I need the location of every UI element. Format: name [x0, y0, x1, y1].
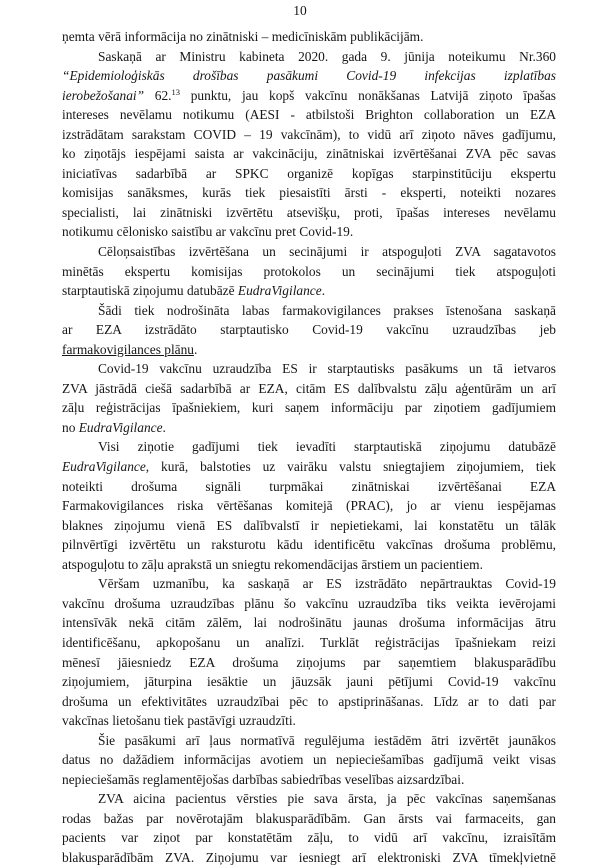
italic-text: ierobežošanai” [62, 87, 145, 103]
paragraph [62, 242, 556, 301]
text-line [62, 183, 556, 203]
text-segment: zāļu reģistrācijas īpašniekiem, kuri saņem informāciju par ziņotiem gadījumiem [62, 400, 556, 416]
paragraph [62, 27, 556, 47]
text-segment: specialisti, lai zinātniski izvērtētu atsevišķu, proti, īpašas intereses nevēlamu [62, 204, 556, 220]
paragraph [62, 731, 556, 790]
text-line [62, 731, 556, 751]
text-segment: minētās ekspertu komisijas protokolos un secinājumi tiek atspoguļoti [62, 263, 556, 279]
page-number: 10 [293, 3, 307, 18]
text-line [62, 633, 556, 653]
text-segment: identificēšanu, apkopošanu un analīzi. Turklāt reģistrācijas īpašniekam reizi [62, 634, 556, 650]
text-segment: Covid-19 vakcīnu uzraudzība ES ir starptautisks pasākums un tā ietvaros [98, 361, 556, 377]
text-line [62, 692, 556, 712]
text-line [62, 770, 556, 790]
text-segment: mēnesī jāiesniedz EZA drošuma ziņojums par saņemtiem blakusparādību [62, 654, 556, 670]
text-line [62, 86, 556, 106]
text-segment: blakusparādībām ZVA. Ziņojumu var iesniegt arī elektroniski ZVA tīmekļvietnē [62, 849, 556, 865]
italic-text: EudraVigilance [78, 419, 163, 435]
text-line [62, 477, 556, 497]
paragraph [62, 789, 556, 867]
text-segment: nepieciešamās reglamentējošas darbības sabiedrības veselības aizsardzībai. [62, 771, 465, 787]
text-line [62, 750, 556, 770]
text-segment: datus no dažādiem informācijas avotiem un nepieciešamības gadījumā veikt visas [62, 752, 556, 768]
text-line [62, 222, 556, 242]
text-segment: Visi ziņotie gadījumi tiek ievadīti starptautiskā ziņojumu datubāzē [98, 439, 556, 455]
text-segment: ZVA aicina pacientus vērsties pie sava ārsta, ja pēc vakcīnas saņemšanas [98, 791, 556, 807]
text-line [62, 262, 556, 282]
text-line [62, 594, 556, 614]
text-segment: ar EZA izstrādāto starptautisko Covid-19 vakcīnu uzraudzības jeb [62, 322, 556, 338]
text-line [62, 672, 556, 692]
text-segment: punktu, jau kopš vakcīnu nonākšanas Latvijā ziņoto īpašas [180, 87, 556, 103]
text-line [62, 516, 556, 536]
text-segment: . [194, 341, 198, 357]
paragraph [62, 47, 556, 242]
text-segment: ziņojumiem, jāturpina iesāktie un jāuzsāk jauni pētījumi Covid-19 vakcīnu [62, 674, 556, 690]
text-segment: izstrādātam sarakstam COVID – 19 vakcīnām), to vidū arī ziņoto nāves gadījumu, [62, 126, 556, 142]
text-segment: pilnvērtīgi izvērtētu un raksturotu kādu identificētu vakcīnas drošuma problēmu, [62, 537, 556, 553]
text-segment: Saskaņā ar Ministru kabineta 2020. gada 9. jūnija noteikumu Nr.360 [98, 48, 556, 64]
text-line [62, 164, 556, 184]
italic-text: EudraVigilance [62, 459, 146, 475]
text-line [62, 105, 556, 125]
text-line [62, 535, 556, 555]
paragraph [62, 301, 556, 360]
text-segment: rodas bažas par novērotajām blakusparādībām. Gan ārsts vai farmaceits, gan [62, 810, 556, 826]
text-line [62, 828, 556, 848]
text-segment: vakcīnas lietošanu tiek pastāvīgi uzraudzīti. [62, 713, 296, 729]
text-line [62, 555, 556, 575]
text-segment: noteikti drošuma signāli turpmākai zinātniskai izvērtēšanai EZA [62, 478, 556, 494]
text-segment: 62. [144, 87, 172, 103]
text-line [62, 653, 556, 673]
text-line [62, 125, 556, 145]
text-line [62, 496, 556, 516]
text-line [62, 359, 556, 379]
text-segment: notikumu cēlonisko saistību ar vakcīnu pret Covid-19. [62, 224, 354, 240]
text-segment: ko ziņotājs iespējami saista ar vakcināciju, zinātniskai izvērtēšanai ZVA pēc savas [62, 146, 556, 162]
text-segment: drošuma un efektivitātes uzraudzībai pēc to apstiprināšanas. Līdz ar to dati par [62, 693, 556, 709]
text-line [62, 711, 556, 731]
text-line [62, 203, 556, 223]
text-segment: iniciatīvas sadarbībā ar SPKC organizē kopīgas starpinstitūciju ekspertu [62, 165, 556, 181]
text-segment: . [162, 419, 166, 435]
text-line [62, 398, 556, 418]
text-line [62, 437, 556, 457]
text-line [62, 242, 556, 262]
text-segment: . [321, 283, 326, 299]
text-line [62, 144, 556, 164]
text-segment: , kurā, balstoties uz vairāku valstu sniegtajiem ziņojumiem, tiek [145, 459, 556, 475]
document-body [62, 27, 556, 868]
text-segment: Cēloņsaistības izvērtēšana un secinājumi ir atspoguļoti ZVA sagatavotos [98, 244, 556, 260]
text-segment: vakcīnu drošuma uzraudzības plānu šo vakcīnu uzraudzība tiks veikta ievērojami [62, 595, 556, 611]
text-segment: intensīvāk nekā citām zālēm, lai nodrošinātu jaunas drošuma informācijas ātru [62, 615, 556, 631]
text-line [62, 574, 556, 594]
text-line [62, 27, 556, 47]
italic-text: EudraVigilance [237, 283, 322, 299]
paragraph [62, 437, 556, 574]
text-segment: Šādi tiek nodrošināta labas farmakovigilances prakses īstenošana saskaņā [98, 302, 556, 318]
text-segment: starptautiskā ziņojumu datubāzē [62, 283, 238, 299]
text-segment: Šie pasākumi arī ļaus normatīvā regulējuma iestādēm ātri izvērtēt jaunākos [98, 732, 556, 748]
paragraph [62, 359, 556, 437]
text-segment: intereses nevēlamu notikumu (AESI - atbilstoši Brighton collaboration un EZA [62, 107, 556, 123]
text-line [62, 789, 556, 809]
text-segment: pacients var ziņot par konstatētām zāļu, to vidū arī vakcīnu, izraisītām [62, 830, 556, 846]
text-segment: no [62, 419, 79, 435]
text-line [62, 320, 556, 340]
text-line [62, 379, 556, 399]
footnote-reference: 13 [171, 86, 181, 97]
text-line [62, 457, 556, 477]
text-segment: ņemta vērā informācija no zinātniski – medicīniskām publikācijām. [62, 29, 424, 44]
text-line [62, 809, 556, 829]
text-line [62, 301, 556, 321]
text-line [62, 613, 556, 633]
text-segment: Farmakovigilances riska vērtēšanas komitejā (PRAC), jo ar vienu iespējamas [62, 498, 556, 514]
text-line [62, 340, 556, 360]
text-segment: Vēršam uzmanību, ka saskaņā ar ES izstrādāto nepārtrauktas Covid-19 [98, 576, 556, 592]
text-segment: atspoguļotu to zāļu aprakstā un sniegtu rekomendācijas ārstiem un pacientiem. [62, 556, 483, 572]
paragraph [62, 574, 556, 730]
text-segment: ZVA jāstrādā ciešā sadarbībā ar EZA, citām ES dalībvalstu zāļu aģentūrām un arī [62, 380, 556, 396]
italic-text: “Epidemioloģiskās drošības pasākumi Covid-19 infekcijas izplatības [62, 68, 556, 84]
text-line [62, 66, 556, 86]
text-line [62, 848, 556, 868]
text-segment: blaknes ziņojumu vienā ES dalībvalstī ir nepietiekami, lai konstatētu un tālāk [62, 517, 556, 533]
text-segment: komisijas sanāksmes, kurās tiek piesaistīti ārsti - eksperti, noteikti nozares [62, 185, 556, 201]
text-line [62, 47, 556, 67]
text-line [62, 418, 556, 438]
text-line [62, 281, 556, 301]
underlined-text: farmakovigilances plānu [62, 341, 194, 357]
